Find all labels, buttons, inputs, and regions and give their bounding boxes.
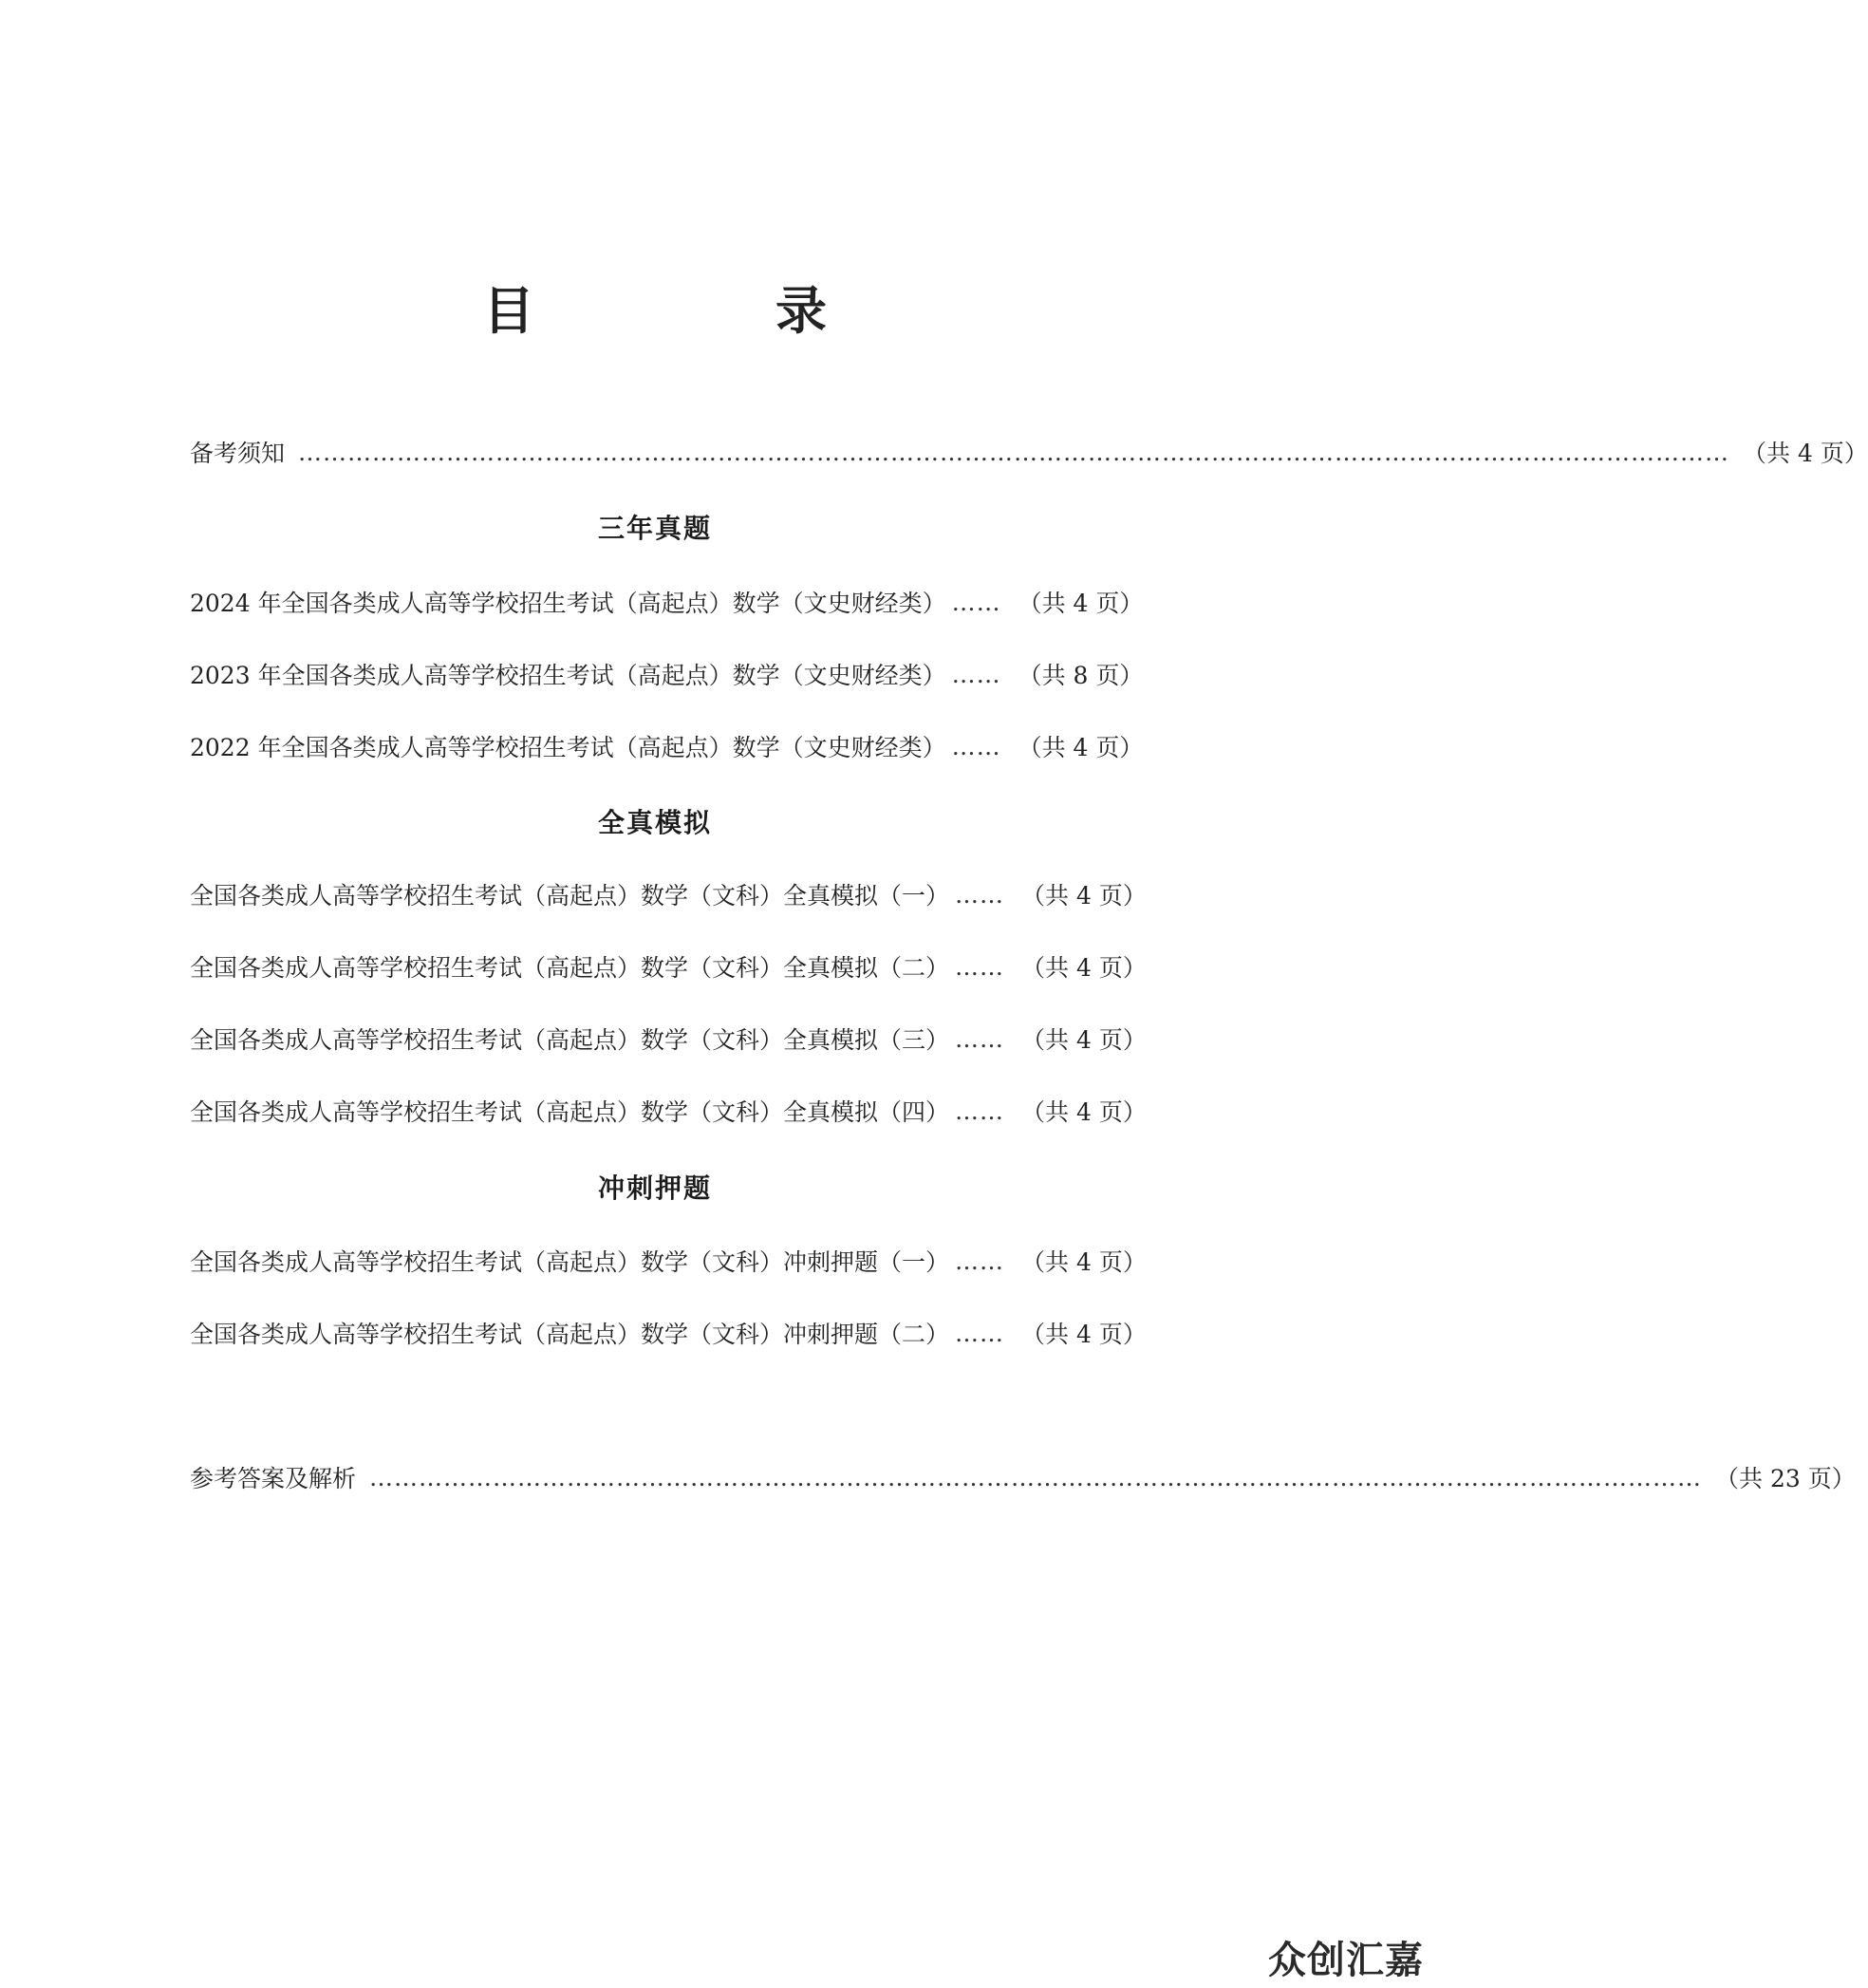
toc-entry-answers xyxy=(190,1458,1856,1496)
toc-entry xyxy=(190,1242,1177,1280)
toc-page-count: （共 4 页） xyxy=(1743,440,1868,467)
toc-entry xyxy=(190,875,1177,913)
toc-entry xyxy=(190,583,1177,621)
toc-page-count: （共 4 页） xyxy=(1021,882,1147,910)
toc-leader-dots: ……………………………………………………………………………………………………………………………………………… xyxy=(369,1463,1703,1491)
toc-entry xyxy=(190,1020,1177,1058)
toc-page-count: （共 4 页） xyxy=(1021,954,1147,982)
toc-leader-dots: …… xyxy=(951,588,1001,616)
toc-leader-dots: …… xyxy=(951,660,1001,688)
toc-leader-dots: …… xyxy=(955,952,1005,981)
toc-leader-dots: …… xyxy=(951,732,1001,760)
toc-page-count: （共 4 页） xyxy=(1018,590,1144,617)
toc-leader-dots: …… xyxy=(955,1024,1005,1053)
toc-leader-dots: …… xyxy=(955,880,1005,909)
toc-entry-title: 2023 年全国各类成人高等学校招生考试（高起点）数学（文史财经类） xyxy=(190,662,946,689)
toc-entry xyxy=(190,655,1177,693)
toc-entry xyxy=(190,1314,1177,1352)
page-title: 目 录 xyxy=(483,280,922,341)
section-heading-final-sprint: 冲刺押题 xyxy=(597,1172,712,1204)
toc-page-count: （共 8 页） xyxy=(1018,662,1144,689)
toc-page-count: （共 23 页） xyxy=(1715,1465,1856,1492)
toc-entry xyxy=(190,727,1177,765)
toc-page-count: （共 4 页） xyxy=(1021,1248,1147,1276)
toc-entry-title: 全国各类成人高等学校招生考试（高起点）数学（文科）全真模拟（三） xyxy=(190,1026,950,1054)
toc-entry-title: 参考答案及解析 xyxy=(190,1465,357,1492)
toc-entry-title: 全国各类成人高等学校招生考试（高起点）数学（文科）全真模拟（四） xyxy=(190,1098,950,1126)
toc-entry-title: 全国各类成人高等学校招生考试（高起点）数学（文科）冲刺押题（二） xyxy=(190,1321,950,1348)
toc-leader-dots: …… xyxy=(955,1097,1005,1125)
watermark-logo: 众创汇嘉 xyxy=(1268,1939,1424,1982)
toc-entry-title: 全国各类成人高等学校招生考试（高起点）数学（文科）全真模拟（一） xyxy=(190,882,950,910)
toc-leader-dots: ………………………………………………………………………………………………………………………………………………………… xyxy=(298,438,1730,466)
toc-entry-title: 全国各类成人高等学校招生考试（高起点）数学（文科）冲刺押题（一） xyxy=(190,1248,950,1276)
toc-entry-title: 备考须知 xyxy=(190,440,286,467)
toc-entry xyxy=(190,947,1177,985)
toc-entry-title: 2024 年全国各类成人高等学校招生考试（高起点）数学（文史财经类） xyxy=(190,590,946,617)
toc-entry xyxy=(190,1092,1177,1130)
toc-page-count: （共 4 页） xyxy=(1018,734,1144,761)
toc-leader-dots: …… xyxy=(955,1247,1005,1275)
toc-page-count: （共 4 页） xyxy=(1021,1026,1147,1054)
section-heading-mock-exams: 全真模拟 xyxy=(597,807,712,838)
section-heading-past-exams: 三年真题 xyxy=(597,513,712,544)
toc-entry-title: 2022 年全国各类成人高等学校招生考试（高起点）数学（文史财经类） xyxy=(190,734,946,761)
toc-leader-dots: …… xyxy=(955,1319,1005,1347)
toc-entry-title: 全国各类成人高等学校招生考试（高起点）数学（文科）全真模拟（二） xyxy=(190,954,950,982)
toc-page-count: （共 4 页） xyxy=(1021,1321,1147,1348)
toc-page-count: （共 4 页） xyxy=(1021,1098,1147,1126)
toc-entry-prelude xyxy=(190,433,1868,471)
